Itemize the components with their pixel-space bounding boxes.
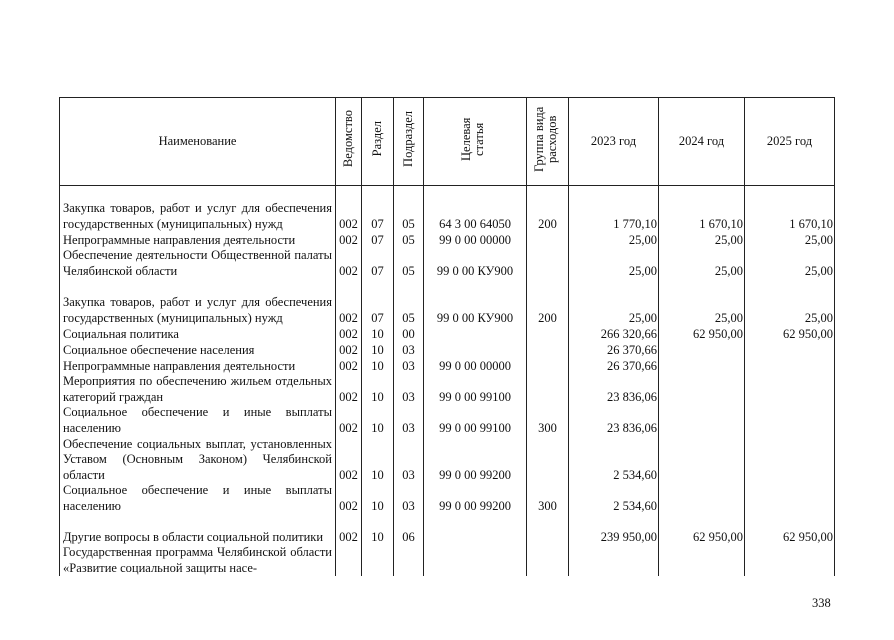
row-razdel (362, 545, 394, 576)
row-target-article: 99 0 00 КУ900 (424, 279, 527, 326)
row-expense-group (527, 514, 569, 545)
header-target (424, 98, 527, 186)
row-name: Социальное обеспечение населения (60, 342, 336, 358)
header-group (527, 98, 569, 186)
header-2024: 2024 год (659, 98, 745, 186)
row-vedomstvo: 002 (336, 483, 362, 514)
row-amount-2025 (745, 436, 835, 483)
row-razdel: 10 (362, 514, 394, 545)
row-razdel: 07 (362, 232, 394, 248)
row-amount-2024 (659, 358, 745, 374)
table-row (60, 436, 835, 483)
row-expense-group: 300 (527, 483, 569, 514)
header-group-label: Группа вида расходов (531, 106, 559, 172)
row-amount-2024: 25,00 (659, 248, 745, 279)
header-target-label: Целевая статья (459, 117, 486, 161)
row-amount-2023: 25,00 (569, 248, 659, 279)
budget-table (59, 97, 835, 576)
row-vedomstvo: 002 (336, 358, 362, 374)
row-amount-2023: 26 370,66 (569, 342, 659, 358)
row-target-article: 64 3 00 64050 (424, 185, 527, 232)
header-podrazdel-label: Подраздел (401, 111, 415, 167)
row-amount-2023: 1 770,10 (569, 185, 659, 232)
row-amount-2023: 25,00 (569, 279, 659, 326)
row-razdel: 07 (362, 248, 394, 279)
header-podrazdel (394, 98, 424, 186)
row-razdel: 07 (362, 279, 394, 326)
row-amount-2024 (659, 545, 745, 576)
table-row (60, 514, 835, 545)
row-expense-group (527, 342, 569, 358)
row-amount-2024: 25,00 (659, 232, 745, 248)
row-amount-2024: 62 950,00 (659, 326, 745, 342)
row-target-article: 99 0 00 00000 (424, 358, 527, 374)
row-amount-2025 (745, 405, 835, 436)
row-target-article (424, 342, 527, 358)
row-amount-2025: 62 950,00 (745, 326, 835, 342)
row-expense-group (527, 545, 569, 576)
row-vedomstvo: 002 (336, 326, 362, 342)
row-vedomstvo: 002 (336, 185, 362, 232)
row-name: Закупка товаров, работ и услуг для обеспечения государственных (муниципальных) нужд (60, 279, 336, 326)
row-podrazdel: 00 (394, 326, 424, 342)
row-expense-group (527, 248, 569, 279)
table-row (60, 185, 835, 232)
table-row (60, 326, 835, 342)
row-razdel: 10 (362, 326, 394, 342)
row-amount-2024 (659, 374, 745, 405)
row-podrazdel: 05 (394, 248, 424, 279)
row-amount-2025 (745, 358, 835, 374)
row-amount-2023: 2 534,60 (569, 436, 659, 483)
row-amount-2025: 1 670,10 (745, 185, 835, 232)
row-razdel: 10 (362, 374, 394, 405)
row-amount-2023: 23 836,06 (569, 374, 659, 405)
header-name: Наименование (60, 98, 336, 186)
row-razdel: 10 (362, 405, 394, 436)
row-vedomstvo: 002 (336, 374, 362, 405)
row-target-article: 99 0 00 00000 (424, 232, 527, 248)
row-name: Государственная программа Челябинской области «Развитие социальной защиты насе- (60, 545, 336, 576)
row-amount-2024 (659, 436, 745, 483)
table-row (60, 483, 835, 514)
row-name: Непрограммные направления деятельности (60, 358, 336, 374)
row-amount-2023: 25,00 (569, 232, 659, 248)
row-name: Закупка товаров, работ и услуг для обеспечения государственных (муниципальных) нужд (60, 185, 336, 232)
row-expense-group: 200 (527, 279, 569, 326)
row-vedomstvo: 002 (336, 436, 362, 483)
row-vedomstvo: 002 (336, 248, 362, 279)
row-podrazdel: 05 (394, 279, 424, 326)
row-vedomstvo: 002 (336, 405, 362, 436)
row-amount-2025 (745, 483, 835, 514)
row-expense-group (527, 358, 569, 374)
row-podrazdel: 06 (394, 514, 424, 545)
table-row (60, 545, 835, 576)
header-razdel-label: Раздел (370, 121, 384, 157)
row-podrazdel: 05 (394, 185, 424, 232)
row-amount-2024 (659, 405, 745, 436)
row-podrazdel (394, 545, 424, 576)
row-expense-group (527, 232, 569, 248)
header-vedomstvo-label: Ведомство (341, 110, 355, 168)
row-amount-2023: 266 320,66 (569, 326, 659, 342)
table-body (60, 185, 835, 576)
row-amount-2025: 25,00 (745, 232, 835, 248)
row-target-article (424, 545, 527, 576)
row-vedomstvo: 002 (336, 279, 362, 326)
row-razdel: 10 (362, 358, 394, 374)
row-name: Обеспечение деятельности Общественной палаты Челябинской области (60, 248, 336, 279)
header-vedomstvo (336, 98, 362, 186)
table-row (60, 374, 835, 405)
row-amount-2024 (659, 342, 745, 358)
row-vedomstvo (336, 545, 362, 576)
row-amount-2023 (569, 545, 659, 576)
row-vedomstvo: 002 (336, 342, 362, 358)
table-row (60, 232, 835, 248)
row-expense-group: 200 (527, 185, 569, 232)
row-name: Мероприятия по обеспечению жильем отдельных категорий граждан (60, 374, 336, 405)
row-name: Социальное обеспечение и иные выплаты населению (60, 405, 336, 436)
row-expense-group: 300 (527, 405, 569, 436)
row-amount-2025: 62 950,00 (745, 514, 835, 545)
table-header-row (60, 98, 835, 186)
table-row (60, 279, 835, 326)
row-expense-group (527, 374, 569, 405)
table-row (60, 405, 835, 436)
row-name: Социальное обеспечение и иные выплаты населению (60, 483, 336, 514)
row-razdel: 10 (362, 483, 394, 514)
row-amount-2025: 25,00 (745, 279, 835, 326)
row-amount-2025 (745, 545, 835, 576)
header-2025: 2025 год (745, 98, 835, 186)
page-number: 338 (812, 596, 831, 610)
row-razdel: 07 (362, 185, 394, 232)
row-amount-2025: 25,00 (745, 248, 835, 279)
row-vedomstvo: 002 (336, 514, 362, 545)
row-amount-2025 (745, 342, 835, 358)
row-razdel: 10 (362, 342, 394, 358)
table-row (60, 342, 835, 358)
row-amount-2025 (745, 374, 835, 405)
row-razdel: 10 (362, 436, 394, 483)
row-podrazdel: 05 (394, 232, 424, 248)
row-amount-2024: 62 950,00 (659, 514, 745, 545)
row-amount-2023: 26 370,66 (569, 358, 659, 374)
row-podrazdel: 03 (394, 358, 424, 374)
row-amount-2024: 25,00 (659, 279, 745, 326)
header-razdel (362, 98, 394, 186)
row-expense-group (527, 436, 569, 483)
row-name: Обеспечение социальных выплат, установленных Уставом (Основным Законом) Челябинской области (60, 436, 336, 483)
row-amount-2024 (659, 483, 745, 514)
row-target-article (424, 326, 527, 342)
row-podrazdel: 03 (394, 483, 424, 514)
row-target-article: 99 0 00 99200 (424, 483, 527, 514)
table-row (60, 358, 835, 374)
row-podrazdel: 03 (394, 342, 424, 358)
row-amount-2023: 2 534,60 (569, 483, 659, 514)
row-vedomstvo: 002 (336, 232, 362, 248)
row-amount-2023: 239 950,00 (569, 514, 659, 545)
row-target-article: 99 0 00 КУ900 (424, 248, 527, 279)
row-amount-2023: 23 836,06 (569, 405, 659, 436)
row-expense-group (527, 326, 569, 342)
row-target-article (424, 514, 527, 545)
row-name: Другие вопросы в области социальной политики (60, 514, 336, 545)
row-podrazdel: 03 (394, 374, 424, 405)
row-podrazdel: 03 (394, 436, 424, 483)
row-name: Социальная политика (60, 326, 336, 342)
row-target-article: 99 0 00 99100 (424, 374, 527, 405)
row-name: Непрограммные направления деятельности (60, 232, 336, 248)
row-target-article: 99 0 00 99200 (424, 436, 527, 483)
table-row (60, 248, 835, 279)
row-target-article: 99 0 00 99100 (424, 405, 527, 436)
row-podrazdel: 03 (394, 405, 424, 436)
row-amount-2024: 1 670,10 (659, 185, 745, 232)
header-2023: 2023 год (569, 98, 659, 186)
